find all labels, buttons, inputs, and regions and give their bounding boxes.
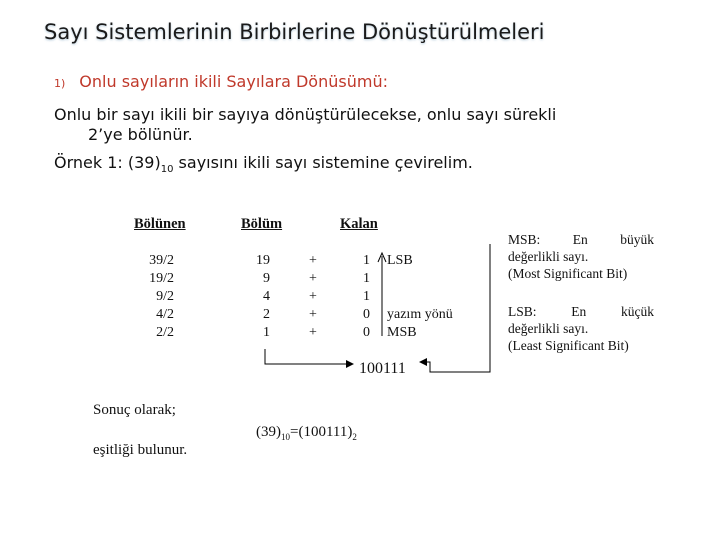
lsb-note-term: LSB: — [508, 304, 537, 319]
equation-right: =(100111) — [290, 424, 353, 440]
conclusion-outro: eşitliği bulunur. — [93, 442, 188, 458]
msb-note-word: büyük — [620, 232, 654, 247]
item-heading: Onlu sayıların ikili Sayılara Dönüsümü: — [79, 72, 388, 91]
equation-base-10: 10 — [281, 432, 290, 442]
plus-sign: + — [309, 307, 317, 322]
lsb-note-word: En — [571, 304, 587, 319]
quotient-cell: 4 — [263, 289, 270, 304]
paragraph-line-1: Onlu bir sayı ikili bir sayıya dönüştürülecekse, onlu sayı sürekli — [54, 105, 557, 124]
paragraph-line-2: 2’ye bölünür. — [88, 125, 193, 144]
lsb-note — [508, 303, 654, 354]
conclusion-equation — [256, 424, 357, 442]
header-dividend: Bölünen — [134, 216, 186, 232]
msb-note-term: MSB: — [508, 232, 541, 247]
lsb-note-word: küçük — [620, 304, 654, 319]
msb-note-word: En — [572, 232, 588, 247]
page-title: Sayı Sistemlerinin Birbirlerine Dönüştürülmeleri — [44, 20, 545, 44]
header-quotient: Bölüm — [241, 216, 283, 232]
msb-note-line3: (Most Significant Bit) — [508, 266, 628, 281]
left-arrow-to-result — [265, 349, 352, 364]
msb-label: MSB — [387, 325, 417, 340]
lsb-label: LSB — [387, 253, 413, 268]
dividend-cell: 2/2 — [156, 325, 174, 340]
remainder-cell: 0 — [363, 307, 370, 322]
plus-sign: + — [309, 325, 317, 340]
remainder-cell: 1 — [363, 253, 370, 268]
lsb-note-line3: (Least Significant Bit) — [508, 338, 629, 353]
writing-direction-label: yazım yönü — [387, 307, 453, 322]
remainder-cell: 1 — [363, 289, 370, 304]
quotient-cell: 1 — [263, 325, 270, 340]
example-base: 10 — [160, 164, 174, 176]
msb-note — [508, 231, 654, 282]
binary-result: 100111 — [359, 360, 406, 377]
plus-sign: + — [309, 289, 317, 304]
msb-note-line2: değerlikli sayı. — [508, 249, 589, 264]
equation-left: (39) — [256, 424, 281, 440]
plus-sign: + — [309, 271, 317, 286]
lsb-note-line2: değerlikli sayı. — [508, 321, 589, 336]
conclusion-intro: Sonuç olarak; — [93, 402, 176, 418]
plus-sign: + — [309, 253, 317, 268]
item-number: 1) — [54, 77, 66, 90]
example-suffix: sayısını ikili sayı sistemine çevirelim. — [173, 153, 473, 172]
dividend-cell: 19/2 — [149, 271, 174, 286]
dividend-cell: 39/2 — [149, 253, 174, 268]
equation-base-2: 2 — [352, 432, 357, 442]
quotient-cell: 19 — [256, 253, 270, 268]
remainder-cell: 1 — [363, 271, 370, 286]
right-arrow-to-result — [421, 244, 490, 372]
quotient-cell: 9 — [263, 271, 270, 286]
remainder-cell: 0 — [363, 325, 370, 340]
dividend-cell: 4/2 — [156, 307, 174, 322]
quotient-cell: 2 — [263, 307, 270, 322]
header-remainder: Kalan — [340, 216, 378, 232]
dividend-cell: 9/2 — [156, 289, 174, 304]
example-prefix: Örnek 1: (39) — [54, 153, 161, 172]
